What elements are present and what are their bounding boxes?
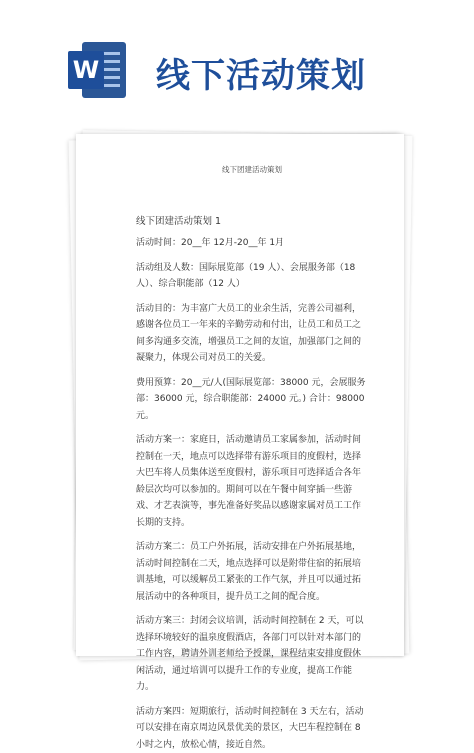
banner <box>0 0 474 120</box>
word-icon-letter: W <box>68 51 104 89</box>
document-header: 线下团建活动策划 <box>136 164 368 175</box>
paragraph-plan-3: 活动方案三：封闭会议培训，活动时间控制在 2 天，可以选择环境较好的温泉度假酒店，各部门可以针对本部门的工作内容，聘请外训老师给予授课，课程结束安排度假休闲活动，通过培训可以提升工作的专业度，提高工作能力。 <box>136 613 368 696</box>
word-document-icon <box>68 42 126 98</box>
banner-title: 线下活动策划 <box>156 48 366 97</box>
paragraph-budget: 费用预算：20__元/人(国际展览部：38000 元，会展服务部：36000 元，综合职能部：24000 元。) 合计：98000 元。 <box>136 375 368 425</box>
paragraph-activity-time: 活动时间：20__年 12月-20__年 1月 <box>136 235 368 252</box>
document-page <box>76 134 404 656</box>
paragraph-groups: 活动组及人数：国际展览部（19 人）、会展服务部（18 人）、综合职能部（12 人） <box>136 260 368 293</box>
paragraph-plan-1: 活动方案一：家庭日，活动邀请员工家属参加，活动时间控制在一天，地点可以选择带有游乐项目的度假村，选择大巴车将人员集体送至度假村，游乐项目可选择适合各年龄层次均可以参加的。期间可以在午餐中间穿插一些游戏、才艺表演等，事先准备好奖品以感谢家属对员工工作长期的支持。 <box>136 432 368 531</box>
paragraph-purpose: 活动目的：为丰富广大员工的业余生活，完善公司福利，感谢各位员工一年来的辛勤劳动和付出，让员工和员工之间多沟通多交流，增强员工之间的友谊，加强部门之间的凝聚力，体现公司对员工的关爱。 <box>136 301 368 367</box>
paragraph-plan-4: 活动方案四：短期旅行，活动时间控制在 3 天左右，活动可以安排在南京周边风景优美的景区，大巴车程控制在 8 小时之内，放松心情，接近自然。 <box>136 704 368 753</box>
document-title: 线下团建活动策划 1 <box>136 213 368 227</box>
paragraph-plan-2: 活动方案二：员工户外拓展，活动安排在户外拓展基地，活动时间控制在二天，地点选择可以是附带住宿的拓展培训基地，可以缓解员工紧张的工作气氛，并且可以通过拓展活动中的各种项目，提升员工之间的配合度。 <box>136 539 368 605</box>
